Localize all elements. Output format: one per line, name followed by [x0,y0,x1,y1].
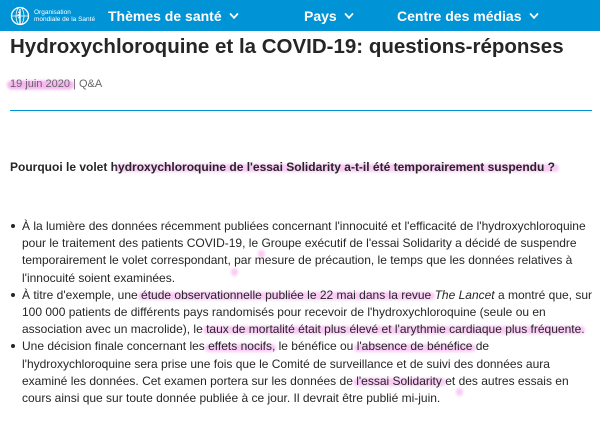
list-item [10,218,594,287]
nav-item-label: Pays [304,7,337,24]
highlighted-text: taux de mortalité était plus élevé et l'arythmie cardiaque plus fréquente [206,322,582,337]
divider [10,110,592,111]
chevron-down-icon [229,11,239,21]
highlighted-text: l'absence de bénéfice [356,339,473,354]
highlighted-text: Groupe exécutif de l'essai Solidarity a décidé de suspendre temporairement le volet correspondant [22,236,577,268]
chevron-down-icon [529,11,539,21]
article-meta [10,78,102,90]
page-title: Hydroxychloroquine et la COVID-19: questions-réponses [10,35,564,58]
nav-item-label: Centre des médias [397,7,522,24]
text: . [581,322,585,337]
nav-item-centre-des-medias[interactable] [397,0,539,31]
list-item [10,287,594,339]
question-text-highlighted: ydroxychloroquine de l'essai Solidarity a-t-il été temporairement suspendu ? [118,160,555,174]
text: a montré que, sur 100 000 patients de différents pays randomisés pour recevoir de l'hydroxychloroquine (seule ou en association avec un macrolide), le [22,287,593,337]
article-date: 19 juin 2020 [10,78,70,90]
nav-item-pays[interactable] [304,0,354,31]
chevron-down-icon [344,11,354,21]
highlighted-text: l'essai Solidarity [356,373,442,388]
text: et [441,373,459,388]
journal-name: The Lancet [434,287,495,302]
highlighted-text: effets nocifs [208,339,272,354]
answer-list [10,218,594,407]
text: ainsi que sur toute donnée publiée à ce jour. Il devrait être publié mi-juin. [51,391,441,406]
who-logo[interactable] [10,6,98,26]
bullet-dot [11,224,15,228]
nav-item-label: Thèmes de santé [108,7,222,24]
bullet-dot [11,344,15,348]
text: À la lumière des données récemment publiées concernant l'innocuité et l'efficacité de l'hydroxychloroquine pour le traitement des patients COVID-19, le [22,219,586,251]
text: . [171,270,176,285]
bullet-dot [11,293,15,297]
who-emblem-icon [10,6,30,26]
question-text-start: Pourquoi le volet h [10,160,119,174]
question-heading [10,160,555,174]
nav-item-themes-de-sante[interactable] [108,0,239,31]
text: de l'hydroxychloroquine sera prise une fois que le Comité de surveillance et de suivi des données aura examiné les données. Cet examen portera sur les données de [22,339,550,388]
text: Une décision finale concernant les [22,339,209,354]
logo-text: Organisation mondiale de la Santé [34,8,96,23]
highlighted-text: des autres essais en cours [22,373,569,406]
list-item [10,338,594,407]
text: , [227,253,235,268]
text: À titre d'exemple, une [22,287,142,302]
highlighted-text: par mesure de précaution, le temps que les données relatives à l'innocuité soient examinées [22,253,573,285]
highlighted-text: étude observationnelle publiée le 22 mai dans la revue [141,287,432,302]
article-type: Q&A [78,78,103,90]
top-navigation-bar [0,0,600,31]
text: , le bénéfice ou [271,339,357,354]
meta-separator: | [69,78,79,90]
